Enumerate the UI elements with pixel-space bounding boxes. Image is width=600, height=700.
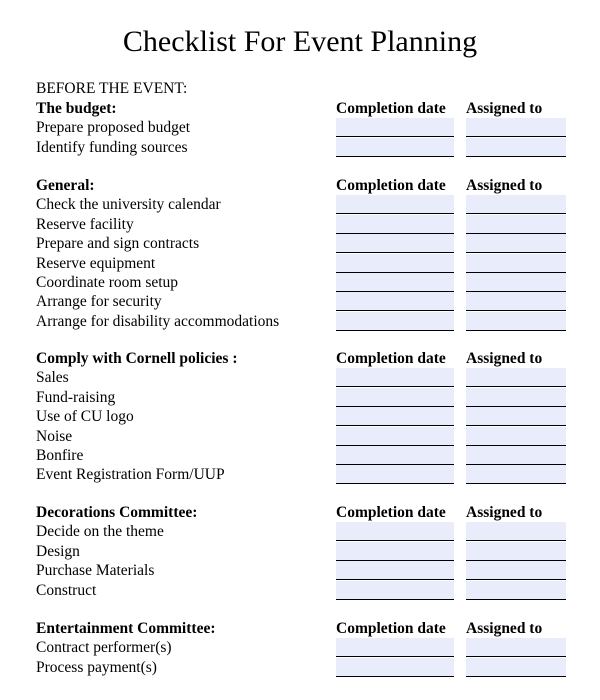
checklist-item-label: Purchase Materials [36,562,155,580]
section-heading-row [0,176,600,195]
checklist-item-row [0,638,600,657]
assigned-to-field[interactable] [466,234,566,253]
checklist-item-row [0,312,600,331]
checklist-section [0,349,600,485]
assigned-to-field[interactable] [466,368,566,387]
completion-date-field[interactable] [336,138,454,157]
checklist-item-label: Sales [36,369,69,387]
checklist-item-row [0,234,600,253]
page-title: Checklist For Event Planning [122,25,478,58]
assigned-to-field[interactable] [466,254,566,273]
assigned-to-field[interactable] [466,581,566,600]
completion-date-field[interactable] [336,638,454,657]
completion-date-header: Completion date [336,100,446,117]
checklist-item-row [0,427,600,446]
completion-date-field[interactable] [336,195,454,214]
checklist-item-row [0,368,600,387]
checklist-item-label: Arrange for security [36,293,162,311]
completion-date-field[interactable] [336,118,454,137]
checklist-item-label: Contract performer(s) [36,639,172,657]
assigned-to-field[interactable] [466,312,566,331]
completion-date-field[interactable] [336,542,454,561]
completion-date-field[interactable] [336,658,454,677]
checklist-item-label: Use of CU logo [36,408,134,426]
checklist-item-row [0,138,600,157]
checklist-section [0,176,600,331]
assigned-to-field[interactable] [466,407,566,426]
completion-date-field[interactable] [336,522,454,541]
completion-date-field[interactable] [336,561,454,580]
completion-date-header: Completion date [336,620,446,637]
checklist-item-row [0,561,600,580]
completion-date-field[interactable] [336,234,454,253]
completion-date-header: Completion date [336,177,446,194]
section-heading-row [0,619,600,638]
checklist-item-label: Arrange for disability accommodations [36,312,280,330]
assigned-to-field[interactable] [466,138,566,157]
checklist-item-label: Identify funding sources [36,138,188,156]
checklist-section [0,503,600,600]
assigned-to-field[interactable] [466,427,566,446]
checklist-item-label: Reserve equipment [36,254,156,272]
checklist-item-label: Event Registration Form/UUP [36,466,225,484]
checklist-section [0,619,600,677]
before-event-label: BEFORE THE EVENT: [36,80,188,97]
assigned-to-field[interactable] [466,658,566,677]
checklist-item-row [0,658,600,677]
completion-date-field[interactable] [336,273,454,292]
section-heading: General: [36,177,95,194]
checklist-item-label: Process payment(s) [36,658,157,676]
assigned-to-field[interactable] [466,638,566,657]
assigned-to-field[interactable] [466,118,566,137]
checklist-item-label: Decide on the theme [36,523,164,541]
assigned-to-header: Assigned to [466,177,543,194]
assigned-to-field[interactable] [466,388,566,407]
completion-date-field[interactable] [336,254,454,273]
checklist-item-row [0,581,600,600]
completion-date-header: Completion date [336,504,446,521]
completion-date-field[interactable] [336,581,454,600]
section-heading: Entertainment Committee: [36,620,216,637]
completion-date-field[interactable] [336,407,454,426]
checklist-item-label: Fund-raising [36,388,116,406]
checklist-item-row [0,446,600,465]
section-heading: Decorations Committee: [36,504,198,521]
checklist-item-row [0,118,600,137]
assigned-to-field[interactable] [466,215,566,234]
checklist-item-row [0,273,600,292]
completion-date-header: Completion date [336,350,446,367]
completion-date-field[interactable] [336,465,454,484]
section-heading-row [0,503,600,522]
assigned-to-field[interactable] [466,561,566,580]
checklist-item-label: Design [36,542,80,560]
completion-date-field[interactable] [336,388,454,407]
completion-date-field[interactable] [336,427,454,446]
checklist-item-row [0,407,600,426]
section-heading-row [0,99,600,118]
checklist-item-row [0,254,600,273]
assigned-to-header: Assigned to [466,100,543,117]
assigned-to-field[interactable] [466,522,566,541]
checklist-item-label: Check the university calendar [36,196,221,214]
completion-date-field[interactable] [336,292,454,311]
checklist-item-label: Prepare and sign contracts [36,235,200,253]
checklist-item-row [0,522,600,541]
checklist-item-label: Coordinate room setup [36,273,179,291]
checklist-item-label: Prepare proposed budget [36,119,191,137]
checklist-item-row [0,195,600,214]
checklist-item-label: Bonfire [36,446,84,464]
completion-date-field[interactable] [336,368,454,387]
assigned-to-field[interactable] [466,292,566,311]
checklist-item-row [0,542,600,561]
section-heading: Comply with Cornell policies : [36,350,238,367]
checklist-item-row [0,292,600,311]
assigned-to-header: Assigned to [466,504,543,521]
checklist-item-row [0,388,600,407]
checklist-item-row [0,215,600,234]
section-heading-row [0,349,600,368]
assigned-to-header: Assigned to [466,620,543,637]
assigned-to-field[interactable] [466,195,566,214]
checklist-item-label: Noise [36,427,73,445]
completion-date-field[interactable] [336,215,454,234]
assigned-to-field[interactable] [466,273,566,292]
assigned-to-field[interactable] [466,542,566,561]
assigned-to-header: Assigned to [466,350,543,367]
completion-date-field[interactable] [336,312,454,331]
checklist-item-label: Reserve facility [36,215,134,233]
completion-date-field[interactable] [336,446,454,465]
assigned-to-field[interactable] [466,446,566,465]
assigned-to-field[interactable] [466,465,566,484]
checklist-section [0,99,600,157]
checklist-item-row [0,465,600,484]
checklist-item-label: Construct [36,581,97,599]
section-heading: The budget: [36,100,117,117]
